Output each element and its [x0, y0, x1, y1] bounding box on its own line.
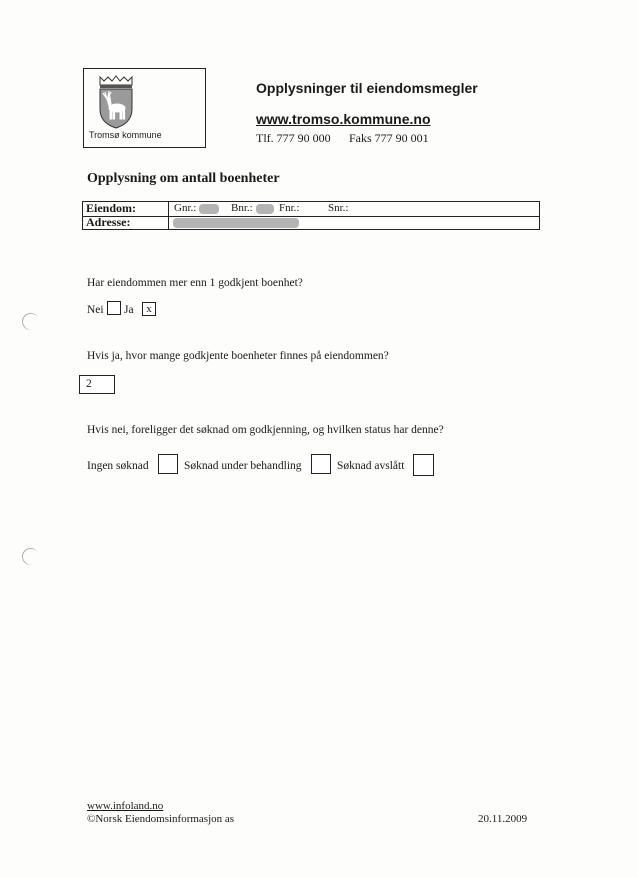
snr-label: Snr.:	[328, 202, 349, 214]
soknad-under-behandling-checkbox[interactable]	[311, 454, 331, 474]
soknad-under-behandling-label: Søknad under behandling	[184, 460, 302, 472]
section-title: Opplysning om antall boenheter	[87, 171, 280, 186]
ingen-soknad-label: Ingen søknad	[87, 460, 149, 472]
eiendom-label: Eiendom:	[86, 201, 137, 215]
property-row-eiendom	[83, 202, 539, 217]
soknad-avslatt-label: Søknad avslått	[337, 460, 405, 472]
units-count-field[interactable]: 2	[79, 375, 115, 394]
nei-label: Nei	[87, 304, 104, 316]
fax-number: Faks 777 90 001	[349, 131, 429, 145]
footer-date: 20.11.2009	[478, 813, 528, 825]
question-number-of-units: Hvis ja, hvor mange godkjente boenheter finnes på eiendommen?	[87, 350, 389, 362]
question-application-status: Hvis nei, foreligger det søknad om godkjenning, og hvilken status har denne?	[87, 424, 444, 436]
page-title: Opplysninger til eiendomsmegler	[256, 80, 478, 96]
property-table	[82, 201, 540, 230]
footer-company: ©Norsk Eiendomsinformasjon as	[87, 813, 235, 825]
property-row-adresse	[83, 216, 539, 230]
bnr-label: Bnr.:	[231, 202, 253, 214]
soknad-avslatt-checkbox[interactable]	[413, 454, 434, 476]
redacted-address	[173, 218, 299, 228]
municipality-logo	[83, 68, 206, 148]
redacted-gnr	[199, 204, 219, 214]
punch-hole-top	[20, 311, 42, 333]
table-divider	[168, 216, 169, 230]
phone-number: Tlf. 777 90 000	[256, 131, 331, 145]
fnr-label: Fnr.:	[279, 202, 300, 214]
table-divider	[168, 202, 169, 216]
gnr-label: Gnr.:	[174, 202, 197, 214]
logo-caption: Tromsø kommune	[89, 130, 162, 140]
municipality-url-link[interactable]: www.tromso.kommune.no	[256, 111, 431, 127]
question-more-than-one-unit: Har eiendommen mer enn 1 godkjent boenhet?	[87, 277, 303, 289]
punch-hole-bottom	[20, 546, 42, 568]
ingen-soknad-checkbox[interactable]	[158, 454, 178, 474]
ja-checkbox[interactable]: x	[142, 302, 156, 316]
adresse-label: Adresse:	[86, 215, 131, 229]
ja-label: Ja	[124, 304, 134, 316]
footer-site-link[interactable]: www.infoland.no	[87, 800, 164, 812]
reindeer-crest-icon	[96, 75, 136, 130]
redacted-bnr	[256, 204, 274, 214]
nei-checkbox[interactable]	[107, 301, 121, 315]
